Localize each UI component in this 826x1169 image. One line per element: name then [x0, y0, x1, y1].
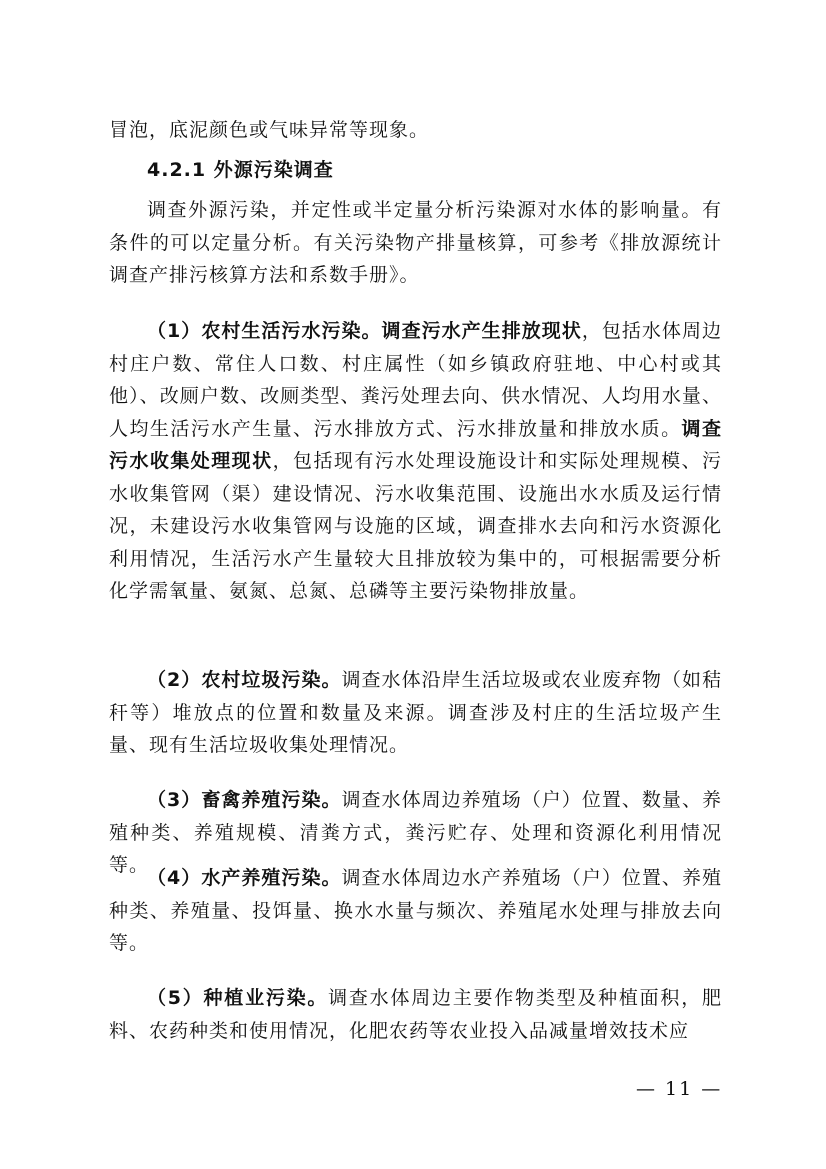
- item-4-paragraph: [109, 862, 722, 960]
- item-1-subheading-2: 调查污水收集处理现状: [109, 417, 722, 472]
- item-5-title: 种植业污染。: [203, 987, 329, 1009]
- item-2-number: （2）: [147, 669, 202, 691]
- section-heading: 4.2.1 外源污染调查: [147, 159, 334, 181]
- item-1-text-1: ，包括水体周边村庄户数、常住人口数、村庄属性（如乡镇政府驻地、中心村或其他）、改厕户数、改厕类型、粪污处理去向、供水情况、人均用水量、人均生活污水产生量、污水排放方式、污水排放量和排放水质。: [109, 320, 722, 440]
- item-1-subheading-1: 调查污水产生排放现状: [381, 320, 582, 342]
- item-3-text: 调查水体周边养殖场（户）位置、数量、养殖种类、养殖规模、清粪方式，粪污贮存、处理和资源化利用情况等。: [109, 789, 722, 876]
- item-5-number: （5）: [147, 987, 204, 1009]
- item-1-number: （1）: [147, 320, 202, 342]
- item-5-text: 调查水体周边主要作物类型及种植面积，肥料、农药种类和使用情况，化肥农药等农业投入品减量增效技术应: [109, 987, 722, 1042]
- item-2-text: 调查水体沿岸生活垃圾或农业废弃物（如秸秆等）堆放点的位置和数量及来源。调查涉及村庄的生活垃圾产生量、现有生活垃圾收集处理情况。: [109, 669, 722, 756]
- continuation-paragraph: 冒泡，底泥颜色或气味异常等现象。: [109, 119, 430, 141]
- item-1-text-2: ，包括现有污水处理设施设计和实际处理规模、污水收集管网（渠）建设情况、污水收集范围、设施出水水质及运行情况，未建设污水收集管网与设施的区域，调查排水去向和污水资源化利用情况，生活污水产生量较大且排放较为集中的，可根据需要分析化学需氧量、氨氮、总氮、总磷等主要污染物排放量。: [109, 450, 722, 602]
- item-2-title: 农村垃圾污染。: [201, 669, 342, 691]
- item-4-text: 调查水体周边水产养殖场（户）位置、养殖种类、养殖量、投饵量、换水水量与频次、养殖尾水处理与排放去向等。: [109, 867, 722, 954]
- item-4-title: 水产养殖污染。: [201, 867, 342, 889]
- item-2-paragraph: [109, 664, 722, 762]
- intro-paragraph: 调查外源污染，并定性或半定量分析污染源对水体的影响量。有条件的可以定量分析。有关污染物产排量核算，可参考《排放源统计调查产排污核算方法和系数手册》。: [109, 199, 722, 286]
- item-5-paragraph: [109, 982, 722, 1047]
- item-3-title: 畜禽养殖污染。: [201, 789, 342, 811]
- item-4-number: （4）: [147, 867, 202, 889]
- item-3-number: （3）: [147, 789, 202, 811]
- item-1-title: 农村生活污水污染。: [201, 320, 382, 342]
- page-number: — 11 —: [636, 1078, 723, 1100]
- item-1-paragraph: [109, 315, 722, 608]
